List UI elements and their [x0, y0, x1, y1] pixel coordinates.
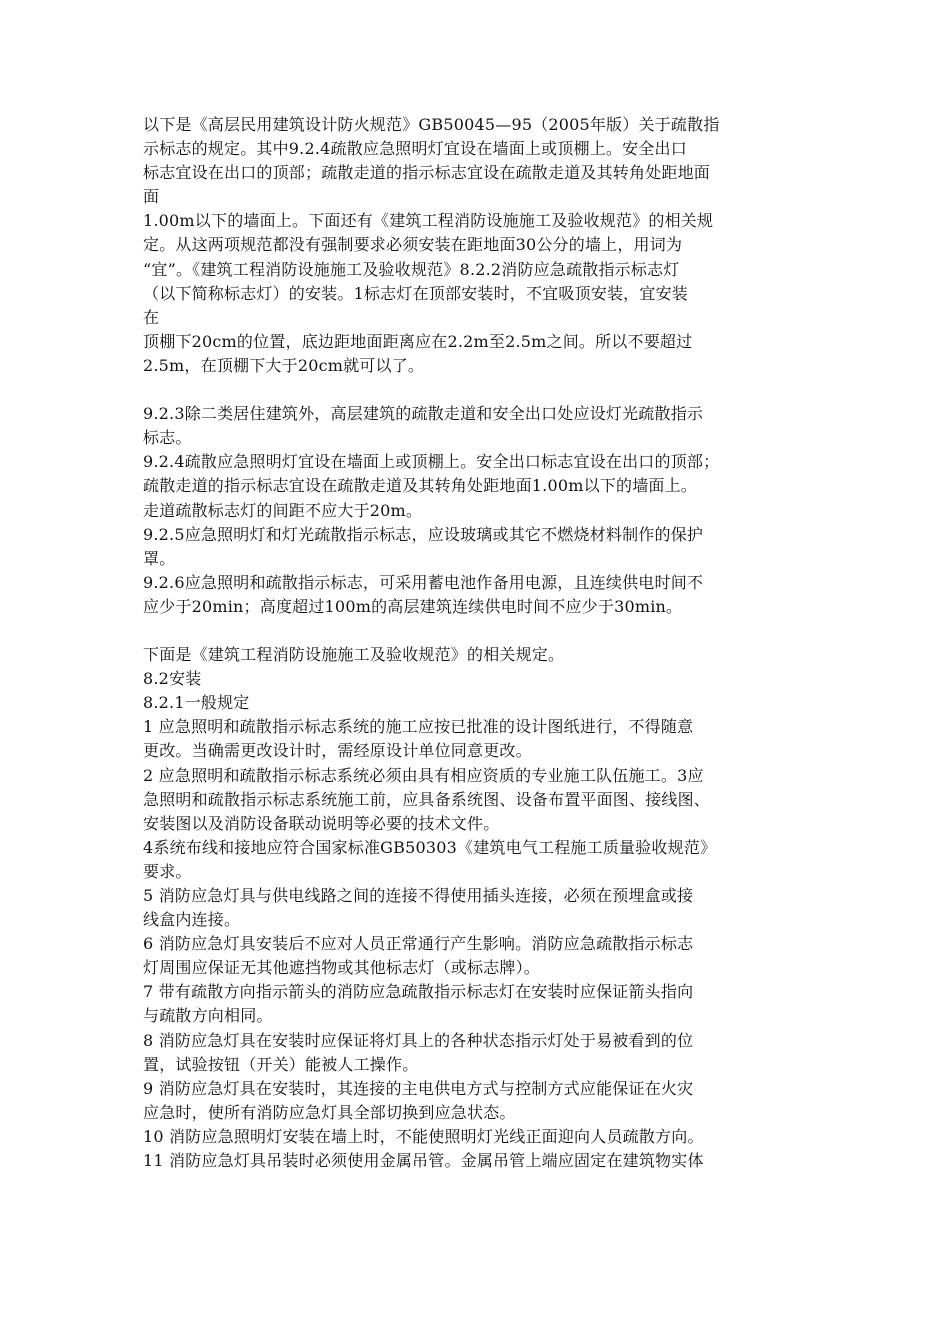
text-line: 疏散走道的指示标志宜设在疏散走道及其转角处距地面1.00m以下的墙面上。 [143, 476, 697, 496]
document-section-1 [143, 113, 823, 378]
text-line: 线盒内连接。 [143, 910, 241, 930]
text-line: 以下是《高层民用建筑设计防火规范》GB50045—95（2005年版）关于疏散指 [143, 115, 720, 134]
text-line: 安装图以及消防设备联动说明等必要的技术文件。 [143, 813, 500, 833]
text-line: 9.2.4疏散应急照明灯宜设在墙面上或顶棚上。安全出口标志宜设在出口的顶部； [143, 452, 720, 472]
text-line: 下面是《建筑工程消防设施施工及验收规范》的相关规定。 [143, 645, 565, 665]
text-line: 1.00m以下的墙面上。下面还有《建筑工程消防设施施工及验收规范》的相关规 [143, 211, 714, 231]
text-line: 11 消防应急灯具吊装时必须使用金属吊管。金属吊管上端应固定在建筑物实体 [143, 1151, 704, 1171]
text-line: 9 消防应急灯具在安装时，其连接的主电供电方式与控制方式应能保证在火灾 [143, 1078, 694, 1098]
text-line: 与疏散方向相同。 [143, 1006, 273, 1026]
text-line: 7 带有疏散方向指示箭头的消防应急疏散指示标志灯在安装时应保证箭头指向 [143, 982, 694, 1002]
text-line: 应少于20min；高度超过100m的高层建筑连续供电时间不应少于30min。 [143, 596, 683, 616]
text-line: 置，试验按钮（开关）能被人工操作。 [143, 1054, 419, 1074]
text-line: 2.5m，在顶棚下大于20cm就可以了。 [143, 355, 425, 375]
text-line: 8.2安装 [143, 669, 202, 689]
document-page [143, 113, 823, 1173]
text-line: 走道疏散标志灯的间距不应大于20m。 [143, 500, 423, 520]
text-line: 5 消防应急灯具与供电线路之间的连接不得使用插头连接，必须在预埋盒或接 [143, 886, 694, 905]
text-line: 应急时，使所有消防应急灯具全部切换到应急状态。 [143, 1102, 516, 1122]
text-line: 4系统布线和接地应符合国家标准GB50303《建筑电气工程施工质量验收规范》 [143, 837, 717, 857]
text-line: 8 消防应急灯具在安装时应保证将灯具上的各种状态指示灯处于易被看到的位 [143, 1030, 694, 1050]
text-line: 顶棚下20cm的位置，底边距地面距离应在2.2m至2.5m之间。所以不要超过 [143, 331, 693, 351]
text-line: 10 消防应急照明灯安装在墙上时，不能使照明灯光线正面迎向人员疏散方向。 [143, 1126, 704, 1146]
text-line: 灯周围应保证无其他遮挡物或其他标志灯（或标志牌）。 [143, 958, 541, 978]
section-spacer [143, 378, 823, 402]
document-section-3 [143, 643, 823, 1173]
text-line: 面 [143, 187, 160, 207]
text-line: 标志宜设在出口的顶部；疏散走道的指示标志宜设在疏散走道及其转角处距地面 [143, 163, 711, 183]
text-line: 罩。 [143, 548, 176, 568]
text-line: 示标志的规定。其中9.2.4疏散应急照明灯宜设在墙面上或顶棚上。安全出口 [143, 139, 687, 159]
text-line: 9.2.5应急照明灯和灯光疏散指示标志，应设玻璃或其它不燃烧材料制作的保护 [143, 524, 704, 544]
text-line: 标志。 [143, 428, 192, 448]
text-line: 定。从这两项规范都没有强制要求必须安装在距地面30公分的墙上，用词为 [143, 235, 683, 255]
text-line: （以下简称标志灯）的安装。1标志灯在顶部安装时，不宜吸顶安装，宜安装 [143, 283, 688, 303]
text-line: 6 消防应急灯具安装后不应对人员正常通行产生影响。消防应急疏散指示标志 [143, 934, 694, 954]
text-line: 在 [143, 307, 160, 327]
text-line: 2 应急照明和疏散指示标志系统必须由具有相应资质的专业施工队伍施工。3应 [143, 765, 704, 785]
text-line: 急照明和疏散指示标志系统施工前，应具备系统图、设备布置平面图、接线图、 [143, 789, 711, 809]
text-line: 9.2.6应急照明和疏散指示标志，可采用蓄电池作备用电源，且连续供电时间不 [143, 572, 704, 592]
document-section-2 [143, 402, 823, 619]
text-line: 9.2.3除二类居住建筑外，高层建筑的疏散走道和安全出口处应设灯光疏散指示 [143, 404, 704, 424]
text-line: 更改。当确需更改设计时，需经原设计单位同意更改。 [143, 741, 532, 761]
text-line: 要求。 [143, 861, 192, 881]
text-line: “宜”。《建筑工程消防设施施工及验收规范》8.2.2消防应急疏散指示标志灯 [143, 259, 680, 279]
section-spacer [143, 619, 823, 643]
text-line: 1 应急照明和疏散指示标志系统的施工应按已批准的设计图纸进行，不得随意 [143, 717, 694, 737]
text-line: 8.2.1一般规定 [143, 693, 250, 713]
